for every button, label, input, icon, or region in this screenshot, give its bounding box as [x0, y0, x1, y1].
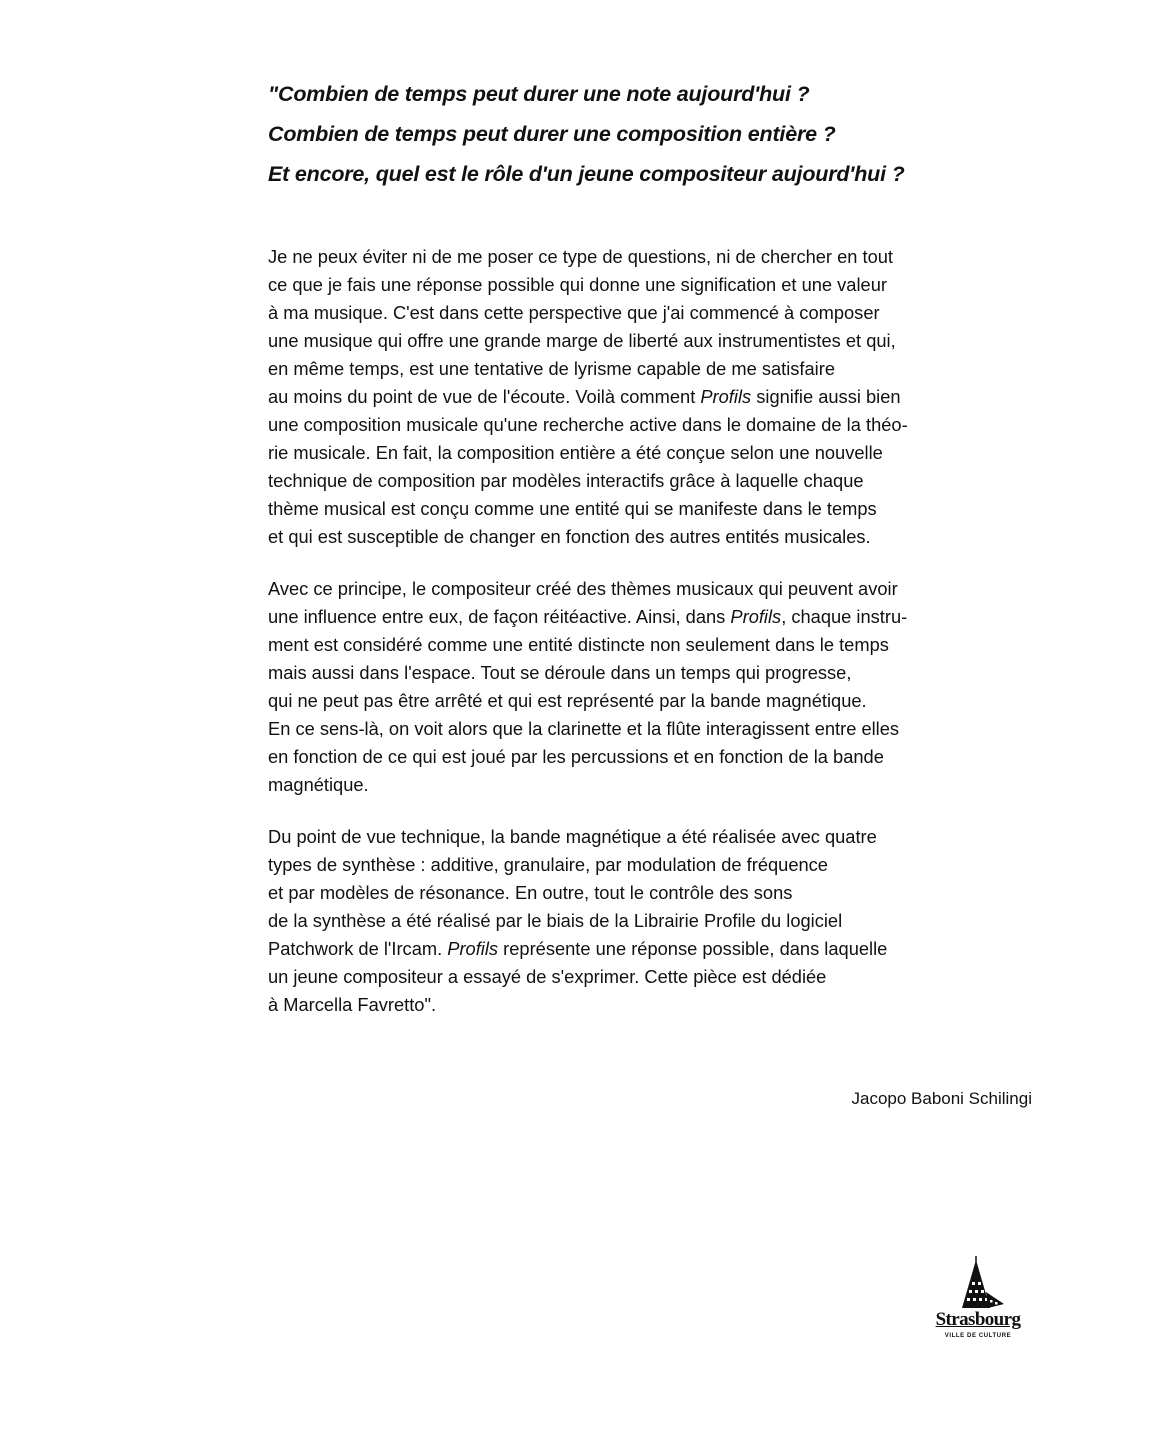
paragraph-1 [268, 243, 1048, 551]
text-line: mais aussi dans l'espace. Tout se déroule dans un temps qui progresse, [268, 662, 852, 683]
work-title-italic: Profils [730, 606, 782, 627]
text-line: à Marcella Favretto". [268, 994, 437, 1015]
text-line: En ce sens-là, on voit alors que la clarinette et la flûte interagissent entre elles [268, 718, 900, 739]
header-line: Combien de temps peut durer une composition entière ? [268, 122, 836, 146]
text-line [268, 603, 1048, 631]
work-title-italic: Profils [700, 386, 752, 407]
text-line: ment est considéré comme une entité distincte non seulement dans le temps [268, 634, 889, 655]
text-line: un jeune compositeur a essayé de s'exprimer. Cette pièce est dédiée [268, 966, 827, 987]
body-text [268, 243, 1048, 1043]
strasbourg-logo [928, 1256, 1028, 1356]
text-line: technique de composition par modèles interactifs grâce à laquelle chaque [268, 470, 864, 491]
text-line: Je ne peux éviter ni de me poser ce type de questions, ni de chercher en tout [268, 246, 893, 267]
text-line: de la synthèse a été réalisé par le biais de la Librairie Profile du logiciel [268, 910, 843, 931]
text-line: et par modèles de résonance. En outre, tout le contrôle des sons [268, 882, 793, 903]
header-questions [268, 74, 1068, 194]
text-line: magnétique. [268, 774, 369, 795]
text-line [268, 935, 1048, 963]
text-segment: une influence entre eux, de façon réitéactive. Ainsi, dans [268, 606, 731, 627]
paragraph-3 [268, 823, 1048, 1019]
logo-name: Strasbourg [935, 1309, 1021, 1330]
text-line: Du point de vue technique, la bande magnétique a été réalisée avec quatre [268, 826, 877, 847]
text-line: une musique qui offre une grande marge de liberté aux instrumentistes et qui, [268, 330, 896, 351]
text-line: et qui est susceptible de changer en fonction des autres entités musicales. [268, 526, 871, 547]
text-segment: signifie aussi bien [751, 386, 901, 407]
header-line: Et encore, quel est le rôle d'un jeune compositeur aujourd'hui ? [268, 162, 905, 186]
logo-subtitle: VILLE DE CULTURE [944, 1333, 1012, 1339]
text-line: ce que je fais une réponse possible qui donne une signification et une valeur [268, 274, 887, 295]
header-line: "Combien de temps peut durer une note aujourd'hui ? [268, 82, 810, 106]
work-title-italic: Profils [447, 938, 499, 959]
text-line [268, 383, 1048, 411]
text-line: Avec ce principe, le compositeur créé des thèmes musicaux qui peuvent avoir [268, 578, 898, 599]
cathedral-icon [928, 1256, 1028, 1316]
text-line: en même temps, est une tentative de lyrisme capable de me satisfaire [268, 358, 835, 379]
text-segment: représente une réponse possible, dans laquelle [498, 938, 888, 959]
text-line: à ma musique. C'est dans cette perspective que j'ai commencé à composer [268, 302, 880, 323]
text-line: en fonction de ce qui est joué par les percussions et en fonction de la bande [268, 746, 884, 767]
text-segment: Patchwork de l'Ircam. [268, 938, 448, 959]
paragraph-2 [268, 575, 1048, 799]
text-segment: , chaque instru- [781, 606, 908, 627]
text-line: types de synthèse : additive, granulaire, par modulation de fréquence [268, 854, 828, 875]
text-line: rie musicale. En fait, la composition entière a été conçue selon une nouvelle [268, 442, 883, 463]
text-line: qui ne peut pas être arrêté et qui est représenté par la bande magnétique. [268, 690, 867, 711]
text-line: thème musical est conçu comme une entité qui se manifeste dans le temps [268, 498, 877, 519]
text-segment: au moins du point de vue de l'écoute. Voilà comment [268, 386, 701, 407]
author-signature: Jacopo Baboni Schilingi [851, 1089, 1032, 1108]
text-line: une composition musicale qu'une recherche active dans le domaine de la théo- [268, 414, 908, 435]
